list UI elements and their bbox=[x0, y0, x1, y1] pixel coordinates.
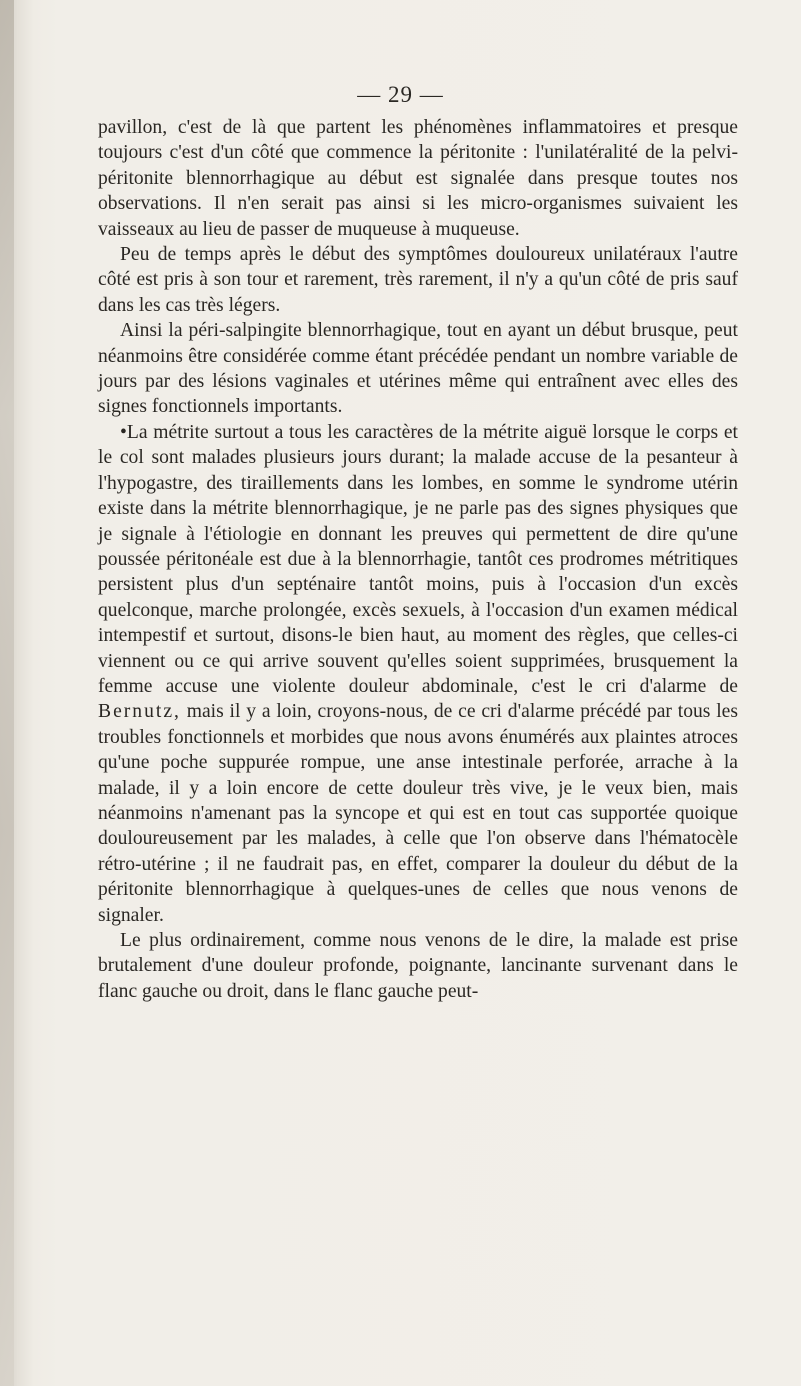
page-number: — 29 — bbox=[357, 82, 444, 107]
paragraph-4-text: •La métrite surtout a tous les caractères de la métrite aiguë lorsque le corps et le col sont malades plusieurs jours durant; la malade accuse de la pesanteur à l'hypogastre, des tiraillements dans les lombes, en somme le syndrome utérin existe dans la métrite blennorrhagique, je ne parle pas des signes physiques que je signale à l'étiologie en donnant les preuves qui permettent de dire qu'une poussée péritonéale est due à la blennorrhagie, tantôt ces prodromes métritiques persistent plus d'un septénaire tantôt moins, puis à l'occasion d'un excès quelconque, marche prolongée, excès sexuels, à l'occasion d'un examen médical intempestif et surtout, disons-le bien haut, au moment des règles, que celles-ci viennent ou ce qui arrive souvent qu'elles soient supprimées, brusquement la femme accuse une violente douleur abdominale, c'est le cri d'alarme de bbox=[98, 421, 738, 697]
paragraph-5: Le plus ordinairement, comme nous venons de le dire, la malade est prise brutalement d'une douleur profonde, poignante, lancinante survenant dans le flanc gauche ou droit, dans le flanc gauche peut- bbox=[98, 930, 738, 1002]
paragraph-2: Peu de temps après le début des symptômes douloureux unilatéraux l'autre côté est pris à son tour et rarement, très rarement, il n'y a qu'un côté de pris sauf dans les cas très légers. bbox=[98, 244, 738, 316]
author-name-bernutz: Bernutz, bbox=[98, 701, 181, 723]
body-text bbox=[98, 115, 738, 1004]
paragraph-1: pavillon, c'est de là que partent les phénomènes inflammatoires et presque toujours c'est d'un côté que commence la péritonite : l'unilatéralité de la pelvi-péritonite blennorrhagique au début est signalée dans presque toutes nos observations. Il n'en serait pas ainsi si les micro-organismes suivaient les vaisseaux au lieu de passer de muqueuse à muqueuse. bbox=[98, 117, 738, 240]
binding-gutter-shadow bbox=[0, 0, 14, 1386]
paragraph-3: Ainsi la péri-salpingite blennorrhagique, tout en ayant un début brusque, peut néanmoins être considérée comme étant précédée pendant un nombre variable de jours par des lésions vaginales et utérines même qui entraînent avec elles des signes fonctionnels importants. bbox=[98, 320, 738, 418]
paragraph-4-continuation: mais il y a loin, croyons-nous, de ce cri d'alarme précédé par tous les troubles fonctionnels et morbides que nous avons énumérés aux plaintes atroces qu'une poche suppurée rompue, une anse intestinale perforée, arrache à la malade, il y a loin encore de cette douleur très vive, je le veux bien, mais néanmoins n'amenant pas la syncope et qui est en tout cas supportée quoique douloureusement par les malades, à celle que l'on observe dans l'hématocèle rétro-utérine ; il ne faudrait pas, en effet, comparer la douleur du début de la péritonite blennorrhagique à quelques-unes de celles que nous venons de signaler. bbox=[98, 701, 738, 926]
paragraph-4 bbox=[98, 420, 738, 928]
